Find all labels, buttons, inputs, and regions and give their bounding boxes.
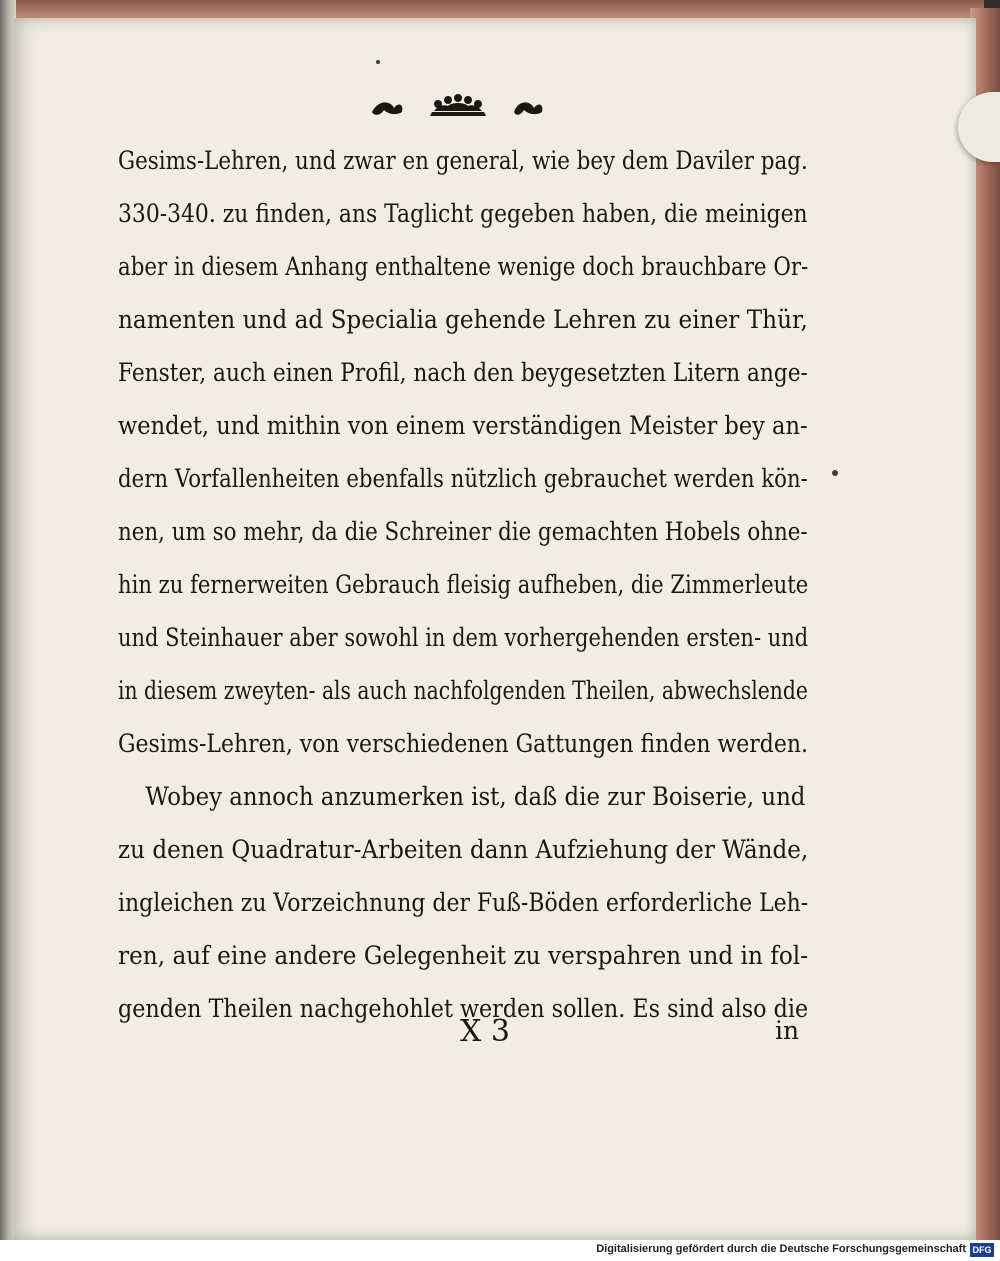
text-line: Gesims-Lehren, von verschiedenen Gattungen finden werden. bbox=[118, 729, 809, 758]
text-line: und Steinhauer aber sowohl in dem vorhergehenden ersten- und bbox=[118, 623, 809, 652]
page-text bbox=[118, 134, 808, 1035]
text-line: dern Vorfallenheiten ebenfalls nützlich gebrauchet werden kön- bbox=[118, 464, 808, 493]
text-line: Gesims-Lehren, und zwar en general, wie bey dem Daviler pag. bbox=[118, 146, 808, 175]
text-line: genden Theilen nachgehohlet werden sollen. Es sind also die bbox=[118, 994, 809, 1023]
text-line: Fenster, auch einen Profil, nach den beygesetzten Litern ange- bbox=[118, 358, 808, 387]
text-line: aber in diesem Anhang enthaltene wenige doch brauchbare Or- bbox=[118, 252, 809, 281]
footer-credit: Digitalisierung gefördert durch die Deutsche Forschungsgemeinschaft bbox=[596, 1243, 966, 1255]
dfg-logo-icon: DFG bbox=[970, 1243, 994, 1257]
text-line: namenten und ad Specialia gehende Lehren zu einer Thür, bbox=[118, 305, 808, 334]
catchword: in bbox=[775, 1016, 800, 1045]
text-line: 330-340. zu finden, ans Taglicht gegeben haben, die meinigen bbox=[118, 199, 808, 228]
text-line: ingleichen zu Vorzeichnung der Fuß-Böden erforderliche Leh- bbox=[118, 888, 809, 917]
signature-mark: X 3 bbox=[460, 1014, 510, 1049]
text-line: Wobey annoch anzumerken ist, daß die zur Boiserie, und bbox=[145, 782, 806, 811]
text-line: ren, auf eine andere Gelegenheit zu verspahren und in fol- bbox=[118, 941, 809, 970]
text-line: zu denen Quadratur-Arbeiten dann Aufziehung der Wände, bbox=[118, 835, 809, 864]
ink-spot bbox=[376, 60, 380, 64]
text-line: in diesem zweyten- als auch nachfolgenden Theilen, abwechslende bbox=[118, 676, 808, 705]
text-line: nen, um so mehr, da die Schreiner die gemachten Hobels ohne- bbox=[118, 517, 808, 546]
text-line: hin zu fernerweiten Gebrauch fleisig aufheben, die Zimmerleute bbox=[118, 570, 809, 599]
text-line: wendet, und mithin von einem verständigen Meister bey an- bbox=[118, 411, 808, 440]
ink-spot bbox=[832, 470, 838, 476]
crown-ornament-icon bbox=[368, 92, 548, 122]
footer-bar bbox=[0, 1240, 1000, 1261]
